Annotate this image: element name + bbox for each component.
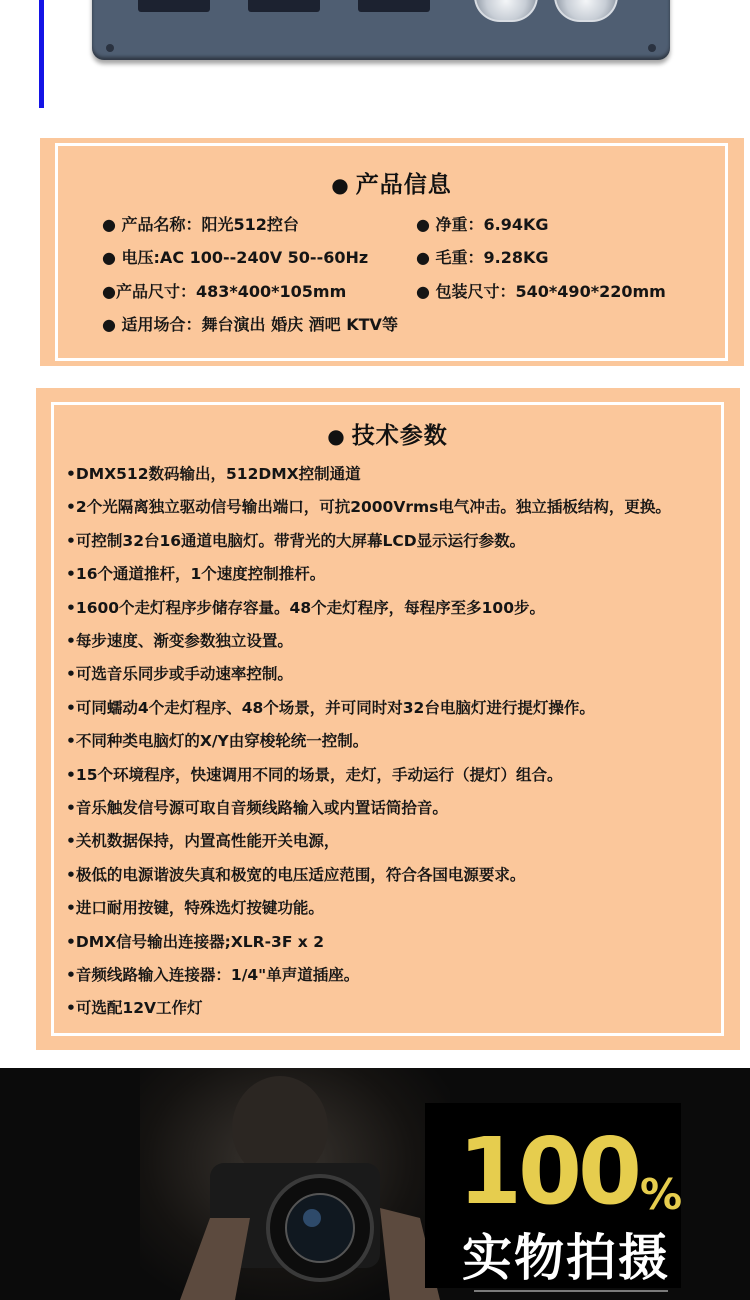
product-info-item: ● 净重：6.94KG bbox=[416, 215, 549, 234]
product-info-item: ● 适用场合：舞台演出 婚庆 酒吧 KTV等 bbox=[102, 315, 398, 334]
tech-param-item: •极低的电源谐波失真和极宽的电压适应范围，符合各国电源要求。 bbox=[66, 865, 526, 884]
panel-knob bbox=[554, 0, 618, 22]
product-info-item: ● 包装尺寸：540*490*220mm bbox=[416, 282, 666, 301]
panel-knob bbox=[474, 0, 538, 22]
tech-param-item: •可同蠕动4个走灯程序、48个场景，并可同时对32台电脑灯进行提灯操作。 bbox=[66, 698, 595, 717]
tech-param-item: •16个通道推杆，1个速度控制推杆。 bbox=[66, 565, 326, 584]
product-info-item: ● 电压:AC 100--240V 50--60Hz bbox=[102, 248, 369, 267]
photographer-image bbox=[140, 1068, 450, 1300]
title-bullet-icon: ● bbox=[331, 173, 350, 197]
accent-rule bbox=[39, 0, 44, 108]
camera-icon bbox=[140, 1068, 450, 1300]
console-panel-image bbox=[92, 0, 670, 60]
percent-number: 100 bbox=[458, 1118, 639, 1225]
panel-screw bbox=[648, 44, 656, 52]
product-info-item: ●产品尺寸：483*400*105mm bbox=[102, 282, 347, 301]
tech-param-item: •每步速度、渐变参数独立设置。 bbox=[66, 632, 293, 650]
tech-param-item: •2个光隔离独立驱动信号输出端口，可抗2000Vrms电气冲击。独立插板结构，更换。 bbox=[66, 498, 671, 517]
tech-params-title: ● 技术参数 bbox=[327, 423, 448, 449]
tech-param-item: •可选音乐同步或手动速率控制。 bbox=[66, 665, 293, 684]
panel-screw bbox=[106, 44, 114, 52]
tech-param-item: •音频线路输入连接器：1/4"单声道插座。 bbox=[66, 966, 360, 984]
tech-param-item: •DMX512数码输出，512DMX控制通道 bbox=[66, 465, 361, 483]
tech-param-item: •关机数据保持，内置高性能开关电源， bbox=[66, 832, 340, 851]
tech-param-item: •不同种类电脑灯的X/Y由穿梭轮统一控制。 bbox=[66, 732, 369, 751]
tech-param-item: •音乐触发信号源可取自音频线路输入或内置话筒拾音。 bbox=[66, 799, 448, 817]
tech-param-item: •15个环境程序，快速调用不同的场景，走灯，手动运行（提灯）组合。 bbox=[66, 765, 563, 784]
product-info-title: ● 产品信息 bbox=[331, 172, 452, 198]
divider bbox=[474, 1290, 668, 1292]
tech-param-item: •DMX信号输出连接器;XLR-3F x 2 bbox=[66, 932, 324, 951]
product-photo-crop bbox=[0, 0, 750, 110]
tech-param-item: •可控制32台16通道电脑灯。带背光的大屏幕LCD显示运行参数。 bbox=[66, 531, 526, 550]
panel-key-strip bbox=[248, 0, 320, 12]
panel-key-strip bbox=[358, 0, 430, 12]
tech-param-item: •可选配12V工作灯 bbox=[66, 999, 203, 1018]
tech-param-item: •进口耐用按键，特殊选灯按键功能。 bbox=[66, 899, 324, 918]
real-shot-caption: 实物拍摄 bbox=[462, 1229, 670, 1287]
title-bullet-icon: ● bbox=[327, 424, 346, 448]
percent-sign: % bbox=[640, 1170, 683, 1219]
product-info-item: ● 产品名称：阳光512控台 bbox=[102, 215, 299, 234]
product-info-item: ● 毛重：9.28KG bbox=[416, 248, 549, 267]
tech-param-item: •1600个走灯程序步储存容量。48个走灯程序，每程序至多100步。 bbox=[66, 598, 545, 617]
panel-key-strip bbox=[138, 0, 210, 12]
